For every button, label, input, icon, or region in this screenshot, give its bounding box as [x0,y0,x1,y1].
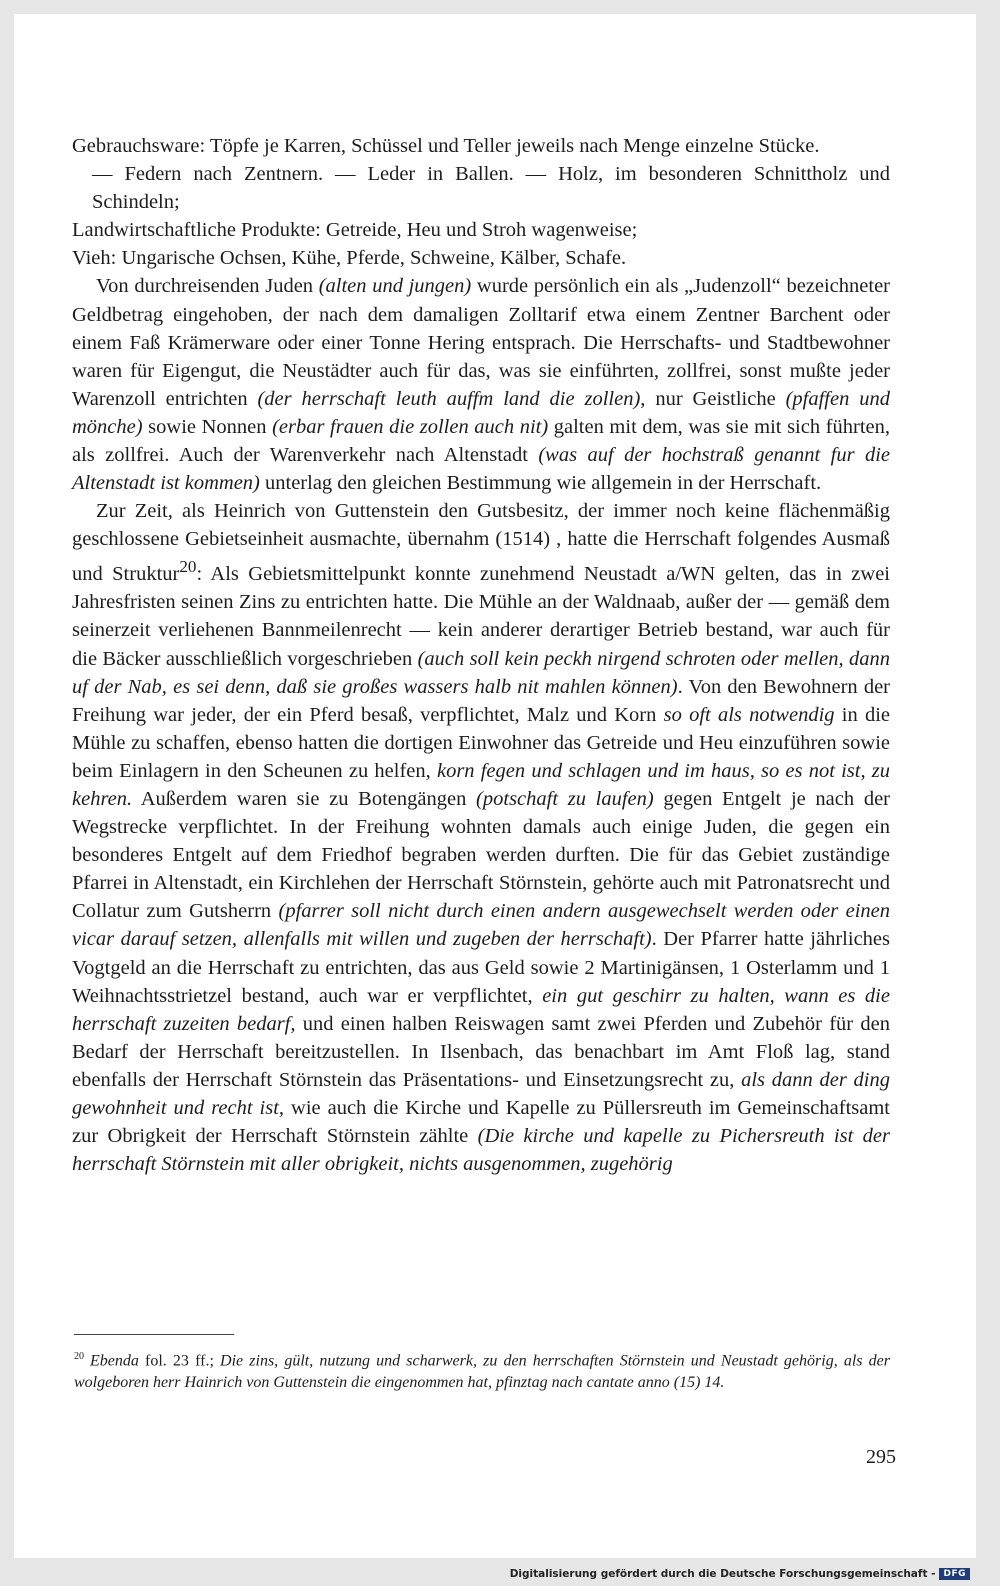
footnote [74,1346,890,1394]
body-text [72,132,890,1178]
paragraph-p6: Zur Zeit, als Heinrich von Guttenstein den Gutsbesitz, der immer noch keine flächenmäßig geschlossene Gebietseinheit ausmachte, übernahm (1514) , hatte die Herrschaft folgendes Ausmaß und Struktur$^{20}$: Als Gebietsmittelpunkt konnte zunehmend Neustadt a/WN gelten, das in zwei Jahresfristen seinen Zins zu entrichten hatte. Die Mühle an der Waldnaab, außer der — gemäß dem seinerzeit verliehenen Bannmeilenrecht — kein anderer derartiger Betrieb bestand, war auch für die Bäcker ausschließlich vorgeschrieben (auch soll kein peckh nirgend schroten oder mellen, dann uf der Nab, es sei denn, daß sie großes wassers halb nit mahlen können). Von den Bewohnern der Freihung war jeder, der ein Pferd besaß, verpflichtet, Malz und Korn so oft als notwendig in die Mühle zu schaffen, ebenso hatten die dortigen Einwohner das Getreide und Heu einzuführen sowie beim Einlagern in den Scheunen zu helfen, korn fegen und schlagen und im haus, so es not ist, zu kehren. Außerdem waren sie zu Botengängen (potschaft zu laufen) gegen Entgelt je nach der Wegstrecke verpflichtet. In der Freihung wohnten damals auch einige Juden, die gegen ein besonderes Entgelt auf dem Friedhof begraben werden durften. Die für das Gebiet zuständige Pfarrei in Altenstadt, ein Kirchlehen der Herrschaft Störnstein, gehörte auch mit Patronatsrecht und Collatur zum Gutsherrn (pfarrer soll nicht durch einen andern ausgewechselt werden oder einen vicar darauf setzen, allenfalls mit willen und zugeben der herrschaft). Der Pfarrer hatte jährliches Vogtgeld an die Herrschaft zu entrichten, das aus Geld sowie 2 Martinigänsen, 1 Osterlamm und 1 Weihnachtsstrietzel bestand, auch war er verpflichtet, ein gut geschirr zu halten, wann es die herrschaft zuzeiten bedarf, und einen halben Reiswagen samt zwei Pferden und Zubehör für den Bedarf der Herrschaft bereitzustellen. In Ilsenbach, das benachbart im Amt Floß lag, stand ebenfalls der Herrschaft Störnstein das Präsentations- und Einsetzungsrecht zu, als dann der ding gewohnheit und recht ist, wie auch die Kirche und Kapelle zu Püllersreuth im Gemeinschaftsamt zur Obrigkeit der Herrschaft Störnstein zählte (Die kirche und kapelle zu Pichersreuth ist der herrschaft Störnstein mit aller obrigkeit, nichts ausgenommen, zugehörig [72,500,890,1176]
paragraph-p2: — Federn nach Zentnern. — Leder in Ballen. — Holz, im besonderen Schnittholz und Schindeln; [92,163,890,214]
dfg-logo: DFG [939,1568,970,1580]
paragraph-p3: Landwirtschaftliche Produkte: Getreide, Heu und Stroh wagenweise; [72,219,638,242]
digitization-credit [510,1568,970,1580]
paragraph-p1: Gebrauchsware: Töpfe je Karren, Schüssel und Teller jeweils nach Menge einzelne Stücke. [72,135,820,157]
paragraph-p4: Vieh: Ungarische Ochsen, Kühe, Pferde, Schweine, Kälber, Schafe. [72,247,627,270]
footnote-text: Ebenda fol. 23 ff.; Die zins, gült, nutzung und scharwerk, zu den herrschaften Störnstein und Neustadt gehörig, als der wolgeboren herr Hainrich von Guttenstein die eingenommen hat, pfinztag nach cantate anno (15) 14. [74,1352,890,1392]
paragraph-p5: Von durchreisenden Juden (alten und jungen) wurde persönlich ein als „Judenzoll“ bezeichneter Geldbetrag eingehoben, der nach dem damaligen Zolltarif etwa einem Zentner Barchent oder einem Faß Krämerware oder einer Tonne Hering entsprach. Die Herrschafts- und Stadtbewohner waren für Eigengut, die Neustädter auch für das, was sie einführten, zollfrei, sonst mußte jeder Warenzoll entrichten (der herrschaft leuth auffm land die zollen), nur Geistliche (pfaffen und mönche) sowie Nonnen (erbar frauen die zollen auch nit) galten mit dem, was sie mit sich führten, als zollfrei. Auch der Warenverkehr nach Altenstadt (was auf der hochstraß genannt fur die Altenstadt ist kommen) unterlag den gleichen Bestimmung wie allgemein in der Herrschaft. [72,275,891,495]
page-number: 295 [866,1446,896,1468]
document-page [14,14,976,1558]
footnote-marker: 20 [74,1351,84,1362]
credit-text: Digitalisierung gefördert durch die Deutsche Forschungsgemeinschaft - [509,1568,936,1580]
footnote-rule [74,1334,234,1335]
